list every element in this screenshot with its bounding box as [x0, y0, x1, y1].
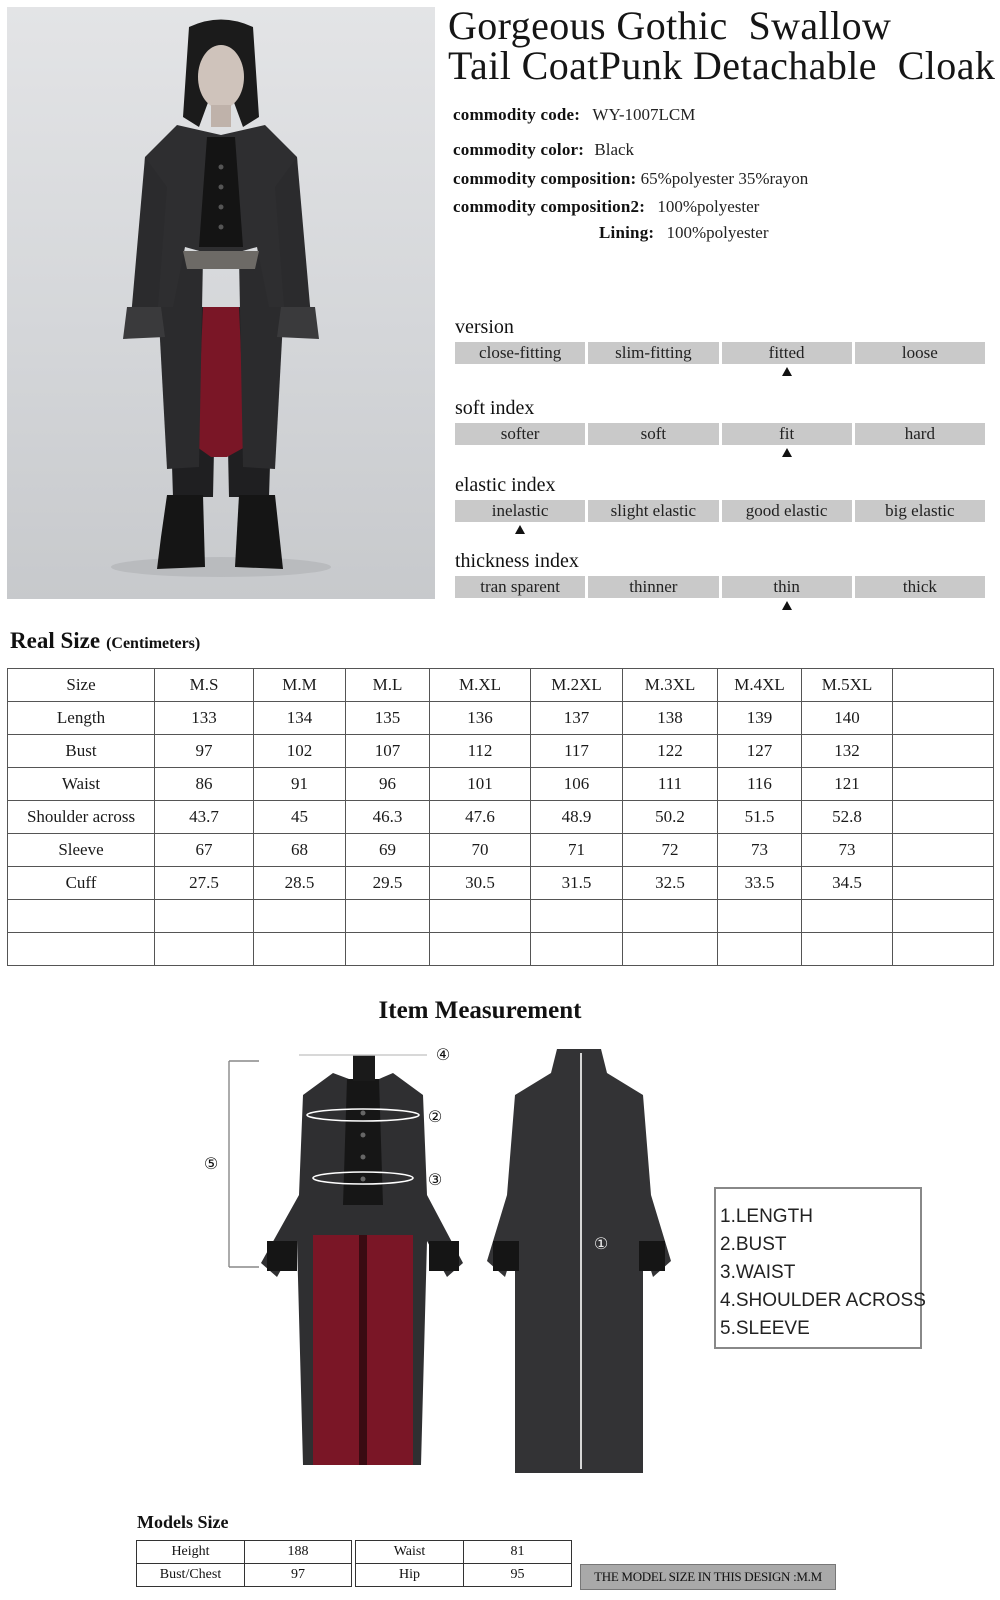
index-selected-marker	[782, 367, 792, 376]
size-value: 106	[531, 768, 623, 801]
product-title-line-1: Gorgeous Gothic Swallow	[448, 3, 892, 48]
size-value: 28.5	[254, 867, 346, 900]
empty-cell	[346, 933, 430, 966]
size-value: 137	[531, 702, 623, 735]
size-column-header: M.S	[155, 669, 254, 702]
empty-cell	[346, 900, 430, 933]
index-option: slight elastic	[588, 500, 718, 522]
empty-cell	[155, 900, 254, 933]
size-value: 69	[346, 834, 430, 867]
table-row	[8, 702, 994, 735]
size-value: 71	[531, 834, 623, 867]
size-value: 72	[623, 834, 718, 867]
empty-cell	[893, 669, 994, 702]
models-size-table-left	[136, 1540, 352, 1587]
spec-label: commodity code:	[453, 105, 581, 124]
size-value: 73	[718, 834, 802, 867]
size-value: 51.5	[718, 801, 802, 834]
size-value: 32.5	[623, 867, 718, 900]
model-height-label: Height	[137, 1541, 245, 1564]
index-option: fit	[722, 423, 852, 445]
empty-cell	[155, 933, 254, 966]
index-option: thinner	[588, 576, 718, 598]
size-value: 101	[430, 768, 531, 801]
index-option: hard	[855, 423, 985, 445]
spec-value: 65%polyester 35%rayon	[640, 169, 809, 188]
empty-cell	[893, 900, 994, 933]
index-option: good elastic	[722, 500, 852, 522]
index-option: loose	[855, 342, 985, 364]
measurement-title: Item Measurement	[378, 997, 582, 1024]
index-title: thickness index	[455, 550, 579, 572]
size-value: 102	[254, 735, 346, 768]
empty-cell	[893, 768, 994, 801]
table-row-empty	[8, 933, 994, 966]
empty-cell	[430, 933, 531, 966]
size-value: 138	[623, 702, 718, 735]
size-value: 107	[346, 735, 430, 768]
measurement-diagram	[195, 1045, 755, 1495]
index-selected-marker	[782, 601, 792, 610]
size-value: 68	[254, 834, 346, 867]
empty-cell	[718, 900, 802, 933]
empty-cell	[802, 900, 893, 933]
empty-cell	[531, 933, 623, 966]
marker-sleeve: ⑤	[203, 1154, 219, 1173]
spec-value: 100%polyester	[666, 223, 769, 242]
empty-cell	[802, 933, 893, 966]
size-value: 111	[623, 768, 718, 801]
model-height-value: 188	[245, 1541, 352, 1564]
size-column-header: M.5XL	[802, 669, 893, 702]
marker-shoulder: ④	[435, 1045, 451, 1064]
size-column-header: M.3XL	[623, 669, 718, 702]
empty-cell	[430, 900, 531, 933]
measurement-legend	[714, 1187, 926, 1349]
row-label: Shoulder across	[8, 801, 155, 834]
size-value: 136	[430, 702, 531, 735]
size-value: 47.6	[430, 801, 531, 834]
model-bust-value: 97	[245, 1564, 352, 1587]
empty-cell	[718, 933, 802, 966]
size-value: 86	[155, 768, 254, 801]
size-value: 43.7	[155, 801, 254, 834]
size-value: 96	[346, 768, 430, 801]
row-label: Length	[8, 702, 155, 735]
spec-value: Black	[594, 140, 635, 159]
empty-cell	[893, 867, 994, 900]
model-size-note: THE MODEL SIZE IN THIS DESIGN :M.M	[580, 1564, 836, 1590]
size-value: 73	[802, 834, 893, 867]
model-waist-value: 81	[464, 1541, 572, 1564]
models-size-title: Models Size	[137, 1512, 229, 1532]
table-row	[8, 834, 994, 867]
spec-commodity-code	[453, 104, 695, 126]
size-value: 121	[802, 768, 893, 801]
model-figure-illustration	[7, 7, 435, 599]
size-value: 122	[623, 735, 718, 768]
size-value: 112	[430, 735, 531, 768]
size-value: 27.5	[155, 867, 254, 900]
index-option: thin	[722, 576, 852, 598]
table-row	[8, 735, 994, 768]
size-value: 116	[718, 768, 802, 801]
model-hip-label: Hip	[356, 1564, 464, 1587]
size-value: 127	[718, 735, 802, 768]
legend-shoulder-across: 4.SHOULDER ACROSS	[720, 1290, 926, 1311]
row-label: Bust	[8, 735, 155, 768]
empty-cell	[893, 735, 994, 768]
table-row-empty	[8, 900, 994, 933]
spec-lining	[599, 222, 769, 244]
size-column-header: M.XL	[430, 669, 531, 702]
spec-value: WY-1007LCM	[592, 105, 696, 124]
size-value: 30.5	[430, 867, 531, 900]
spec-label: Lining:	[599, 223, 655, 242]
index-option: fitted	[722, 342, 852, 364]
spec-value: 100%polyester	[657, 197, 760, 216]
size-column-header: M.2XL	[531, 669, 623, 702]
index-title: version	[455, 316, 514, 338]
index-option: close-fitting	[455, 342, 585, 364]
empty-cell	[8, 900, 155, 933]
empty-cell	[893, 702, 994, 735]
index-scale-row	[455, 576, 985, 598]
size-value: 29.5	[346, 867, 430, 900]
marker-length: ①	[593, 1234, 609, 1253]
size-value: 132	[802, 735, 893, 768]
index-option: big elastic	[855, 500, 985, 522]
index-option: thick	[855, 576, 985, 598]
table-row	[8, 867, 994, 900]
empty-cell	[893, 933, 994, 966]
size-table	[7, 668, 994, 966]
index-option: soft	[588, 423, 718, 445]
spec-label: commodity color:	[453, 140, 585, 159]
legend-length: 1.LENGTH	[720, 1206, 813, 1227]
model-hip-value: 95	[464, 1564, 572, 1587]
empty-cell	[893, 801, 994, 834]
size-value: 31.5	[531, 867, 623, 900]
empty-cell	[531, 900, 623, 933]
index-selected-marker	[782, 448, 792, 457]
size-value: 135	[346, 702, 430, 735]
legend-sleeve: 5.SLEEVE	[720, 1318, 810, 1339]
size-value: 70	[430, 834, 531, 867]
size-value: 45	[254, 801, 346, 834]
row-label: Waist	[8, 768, 155, 801]
table-row	[8, 801, 994, 834]
size-value: 97	[155, 735, 254, 768]
index-option: slim-fitting	[588, 342, 718, 364]
size-value: 139	[718, 702, 802, 735]
model-photo	[7, 7, 435, 599]
spec-label: commodity composition:	[453, 169, 637, 188]
size-value: 50.2	[623, 801, 718, 834]
size-value: 52.8	[802, 801, 893, 834]
index-scale-row	[455, 500, 985, 522]
empty-cell	[893, 834, 994, 867]
index-selected-marker	[515, 525, 525, 534]
size-column-header: M.4XL	[718, 669, 802, 702]
size-value: 67	[155, 834, 254, 867]
size-column-header: M.M	[254, 669, 346, 702]
empty-cell	[623, 900, 718, 933]
size-value: 134	[254, 702, 346, 735]
back-coat-illustration	[487, 1049, 671, 1473]
index-title: soft index	[455, 397, 535, 419]
index-option: softer	[455, 423, 585, 445]
size-value: 117	[531, 735, 623, 768]
size-value: 48.9	[531, 801, 623, 834]
marker-waist: ③	[427, 1170, 443, 1189]
size-column-header: M.L	[346, 669, 430, 702]
models-size-table-right	[355, 1540, 572, 1587]
spec-commodity-composition2	[453, 196, 759, 218]
empty-cell	[254, 933, 346, 966]
marker-bust: ②	[427, 1107, 443, 1126]
size-value: 133	[155, 702, 254, 735]
index-option: tran sparent	[455, 576, 585, 598]
index-scale-row	[455, 423, 985, 445]
size-value: 46.3	[346, 801, 430, 834]
product-title-line-2: Tail CoatPunk Detachable Cloak	[448, 43, 996, 88]
size-header-label: Size	[8, 669, 155, 702]
row-label: Sleeve	[8, 834, 155, 867]
legend-waist: 3.WAIST	[720, 1262, 796, 1283]
spec-label: commodity composition2:	[453, 197, 646, 216]
index-title: elastic index	[455, 474, 556, 496]
legend-bust: 2.BUST	[720, 1234, 787, 1255]
empty-cell	[8, 933, 155, 966]
model-waist-label: Waist	[356, 1541, 464, 1564]
size-value: 34.5	[802, 867, 893, 900]
size-table-title-text: Real Size	[10, 628, 101, 653]
row-label: Cuff	[8, 867, 155, 900]
product-title	[448, 3, 1000, 88]
index-option: inelastic	[455, 500, 585, 522]
index-scale-row	[455, 342, 985, 364]
size-header-row	[8, 669, 994, 702]
empty-cell	[254, 900, 346, 933]
size-value: 33.5	[718, 867, 802, 900]
size-table-unit: (Centimeters)	[106, 635, 201, 652]
empty-cell	[623, 933, 718, 966]
spec-commodity-composition	[453, 168, 808, 190]
size-value: 140	[802, 702, 893, 735]
spec-commodity-color	[453, 139, 634, 161]
size-table-title	[10, 628, 200, 654]
size-value: 91	[254, 768, 346, 801]
table-row	[8, 768, 994, 801]
model-bust-label: Bust/Chest	[137, 1564, 245, 1587]
